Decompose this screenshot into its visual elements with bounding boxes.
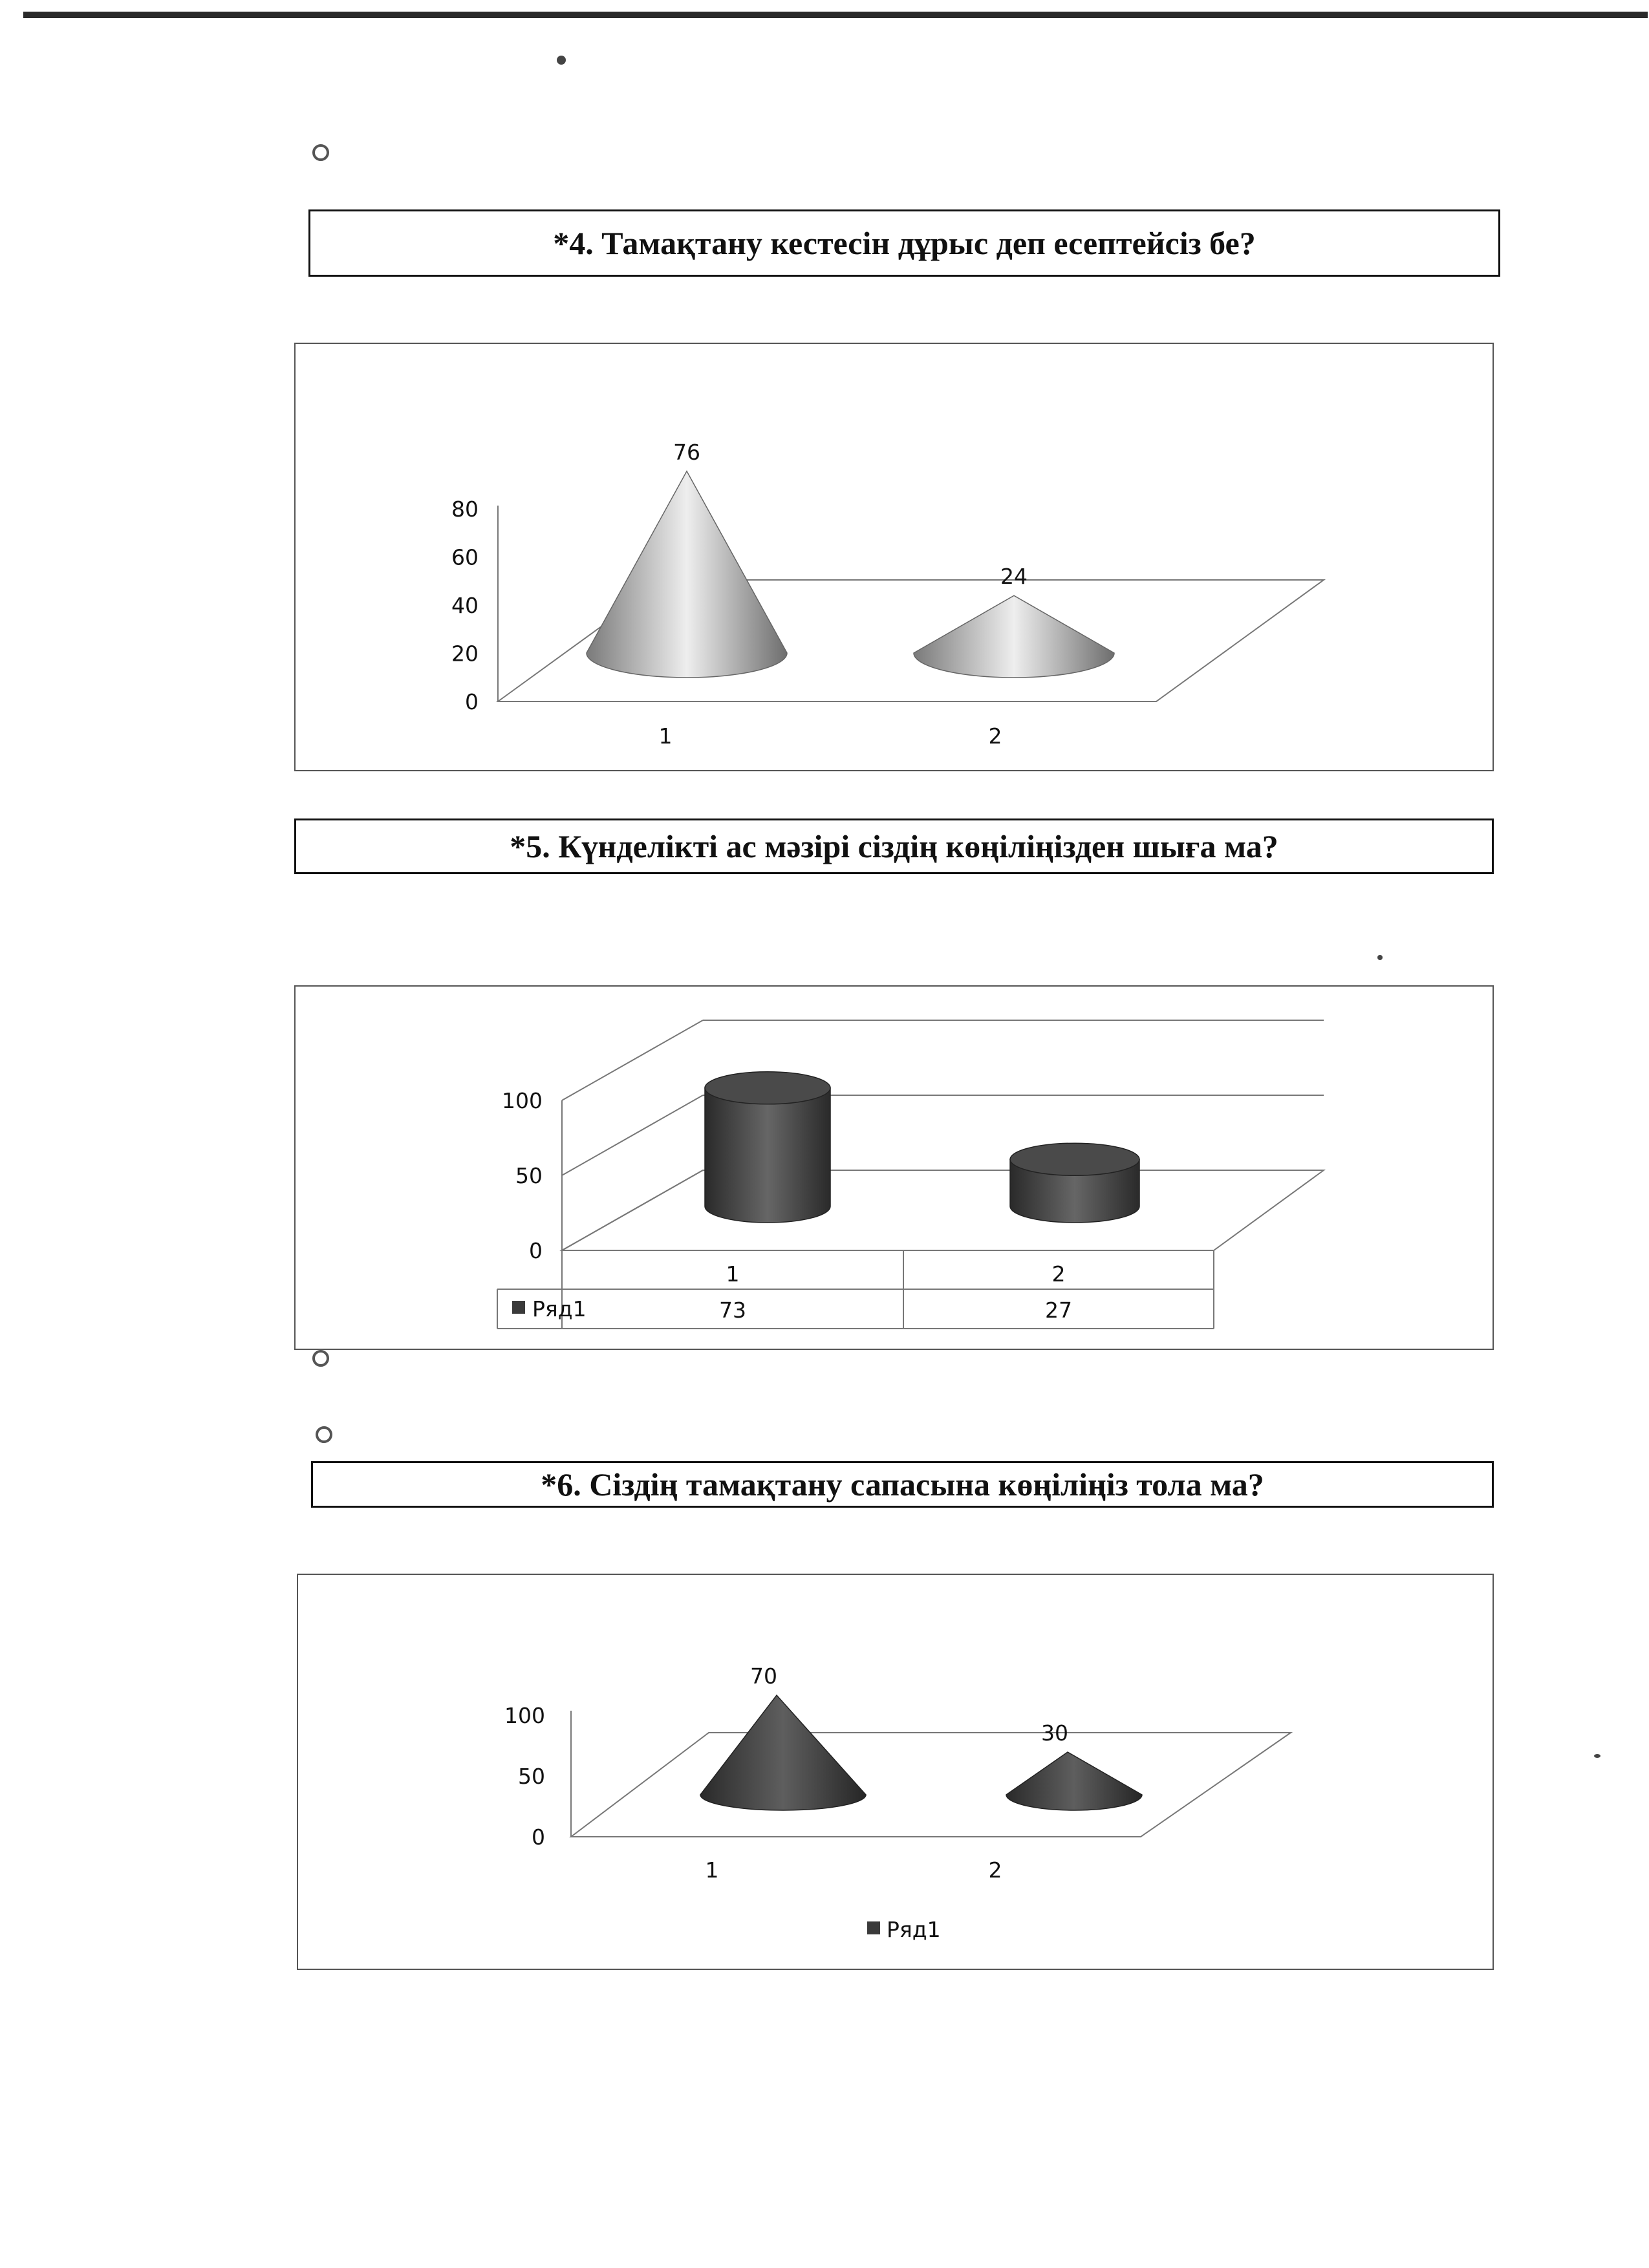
y-tick-label: 60 [451, 544, 479, 570]
punch-hole-mark [312, 1350, 329, 1367]
bar-1 [700, 1695, 866, 1810]
x-tick-label: 1 [658, 723, 673, 749]
chart-3-frame [297, 1574, 1494, 1970]
chart-1 [296, 344, 1495, 773]
chart-3-floor [571, 1733, 1291, 1837]
y-tick-label: 0 [465, 689, 479, 714]
y-tick-label: 40 [451, 593, 479, 618]
chart-2-frame [294, 985, 1494, 1350]
x-tick-label: 2 [988, 723, 1002, 749]
scan-speck [557, 56, 566, 65]
question-4-title-text: *4. Тамақтану кестесін дұрыс деп есептейсіз бе? [553, 225, 1256, 261]
y-tick-label: 50 [518, 1764, 545, 1789]
y-tick-label: 100 [504, 1703, 545, 1728]
bar-2 [914, 595, 1114, 678]
data-label: 30 [1041, 1720, 1068, 1746]
y-tick-label: 100 [502, 1088, 543, 1113]
bar-2 [1006, 1752, 1142, 1810]
question-4-title [308, 209, 1500, 277]
legend-label: Ряд1 [532, 1296, 587, 1321]
data-label: 76 [673, 439, 700, 465]
y-tick-label: 20 [451, 641, 479, 667]
data-label: 24 [1000, 564, 1028, 590]
bar-1 [587, 471, 787, 678]
y-tick-label: 80 [451, 497, 479, 522]
scan-speck [1594, 1754, 1600, 1758]
x-tick-label: 1 [726, 1261, 740, 1287]
chart-2-gridline [562, 1095, 703, 1175]
y-tick-label: 0 [529, 1238, 543, 1263]
question-6-title [311, 1461, 1494, 1508]
question-5-title-text: *5. Күнделікті ас мәзірі сіздің көңіліңізден шыға ма? [510, 828, 1278, 864]
y-tick-label: 0 [532, 1824, 545, 1850]
x-tick-label: 1 [705, 1857, 719, 1883]
bar-1-top [705, 1072, 830, 1104]
bar-2-top [1010, 1143, 1139, 1175]
legend-swatch [512, 1301, 525, 1314]
legend-label: Ряд1 [887, 1917, 941, 1942]
punch-hole-mark [316, 1426, 332, 1443]
data-label: 70 [750, 1664, 777, 1689]
table-value: 27 [1045, 1298, 1072, 1323]
legend-swatch [867, 1921, 880, 1934]
question-5-title [294, 818, 1494, 874]
x-tick-label: 2 [1051, 1261, 1066, 1287]
question-6-title-text: *6. Сіздің тамақтану сапасына көңіліңіз тола ма? [541, 1466, 1264, 1503]
chart-1-frame [294, 343, 1494, 771]
chart-3 [298, 1575, 1495, 1971]
chart-2-gridline [562, 1020, 703, 1100]
punch-hole-mark [312, 144, 329, 161]
scan-speck [1377, 955, 1383, 960]
chart-2-floor [562, 1170, 1324, 1250]
scan-top-edge [23, 12, 1648, 18]
bar-1 [705, 1088, 830, 1223]
table-value: 73 [719, 1298, 746, 1323]
chart-2 [296, 987, 1495, 1351]
x-tick-label: 2 [988, 1857, 1002, 1883]
y-tick-label: 50 [515, 1163, 543, 1188]
